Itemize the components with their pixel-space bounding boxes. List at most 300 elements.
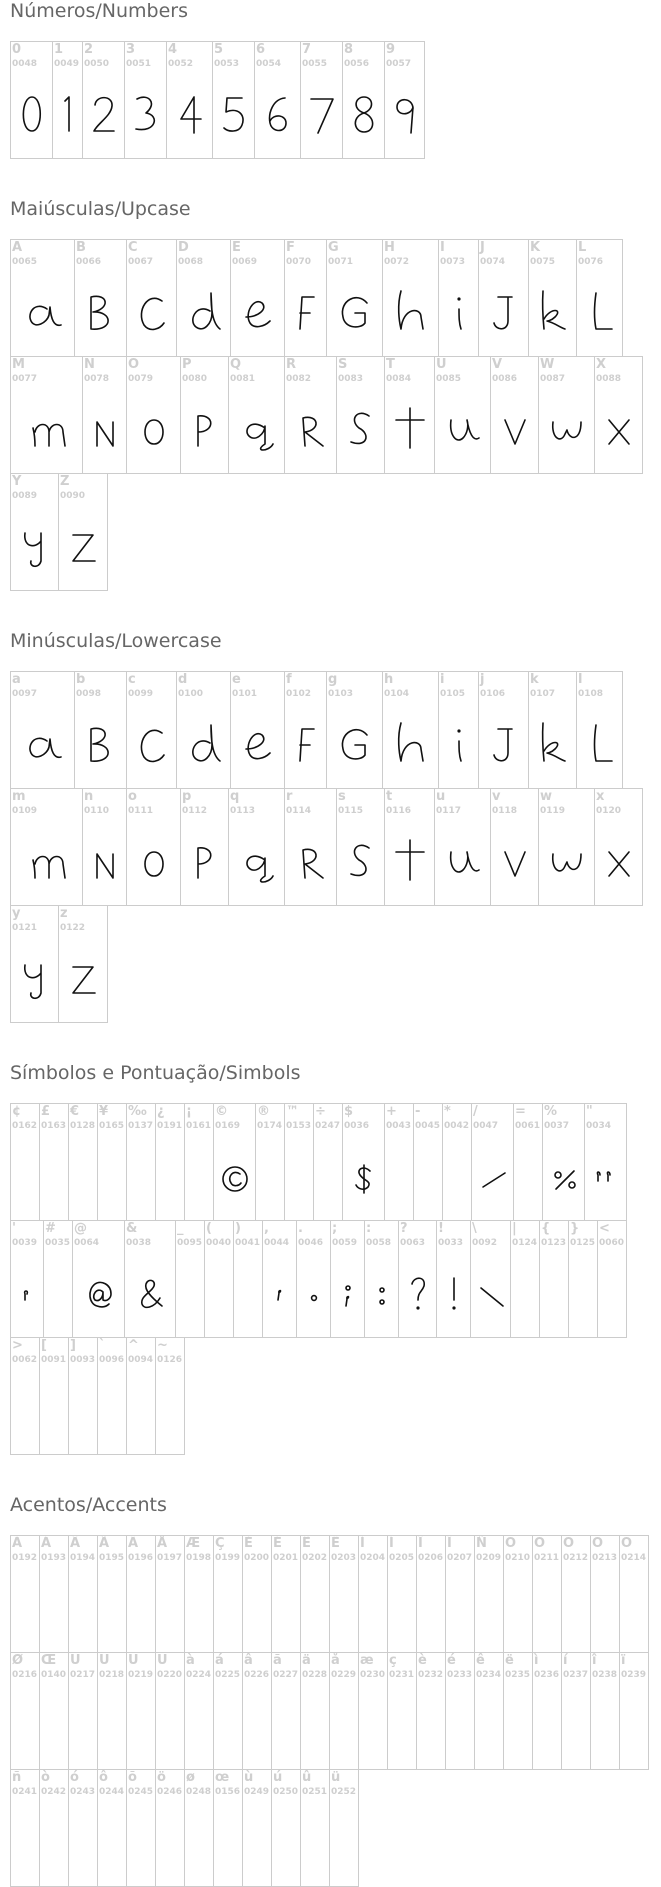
glyph-sample bbox=[75, 284, 126, 340]
glyph-code: 0239 bbox=[621, 1670, 647, 1680]
glyph-code: 0096 bbox=[99, 1355, 125, 1365]
glyph-label: ¡ bbox=[186, 1104, 192, 1119]
glyph-code: 0105 bbox=[440, 689, 466, 699]
glyph-code: 0075 bbox=[530, 257, 556, 267]
glyph-code: 0110 bbox=[84, 806, 110, 816]
glyph-sample bbox=[437, 1265, 470, 1321]
glyph-cell bbox=[10, 356, 83, 474]
glyph-code: 0102 bbox=[286, 689, 312, 699]
glyph-label: ã bbox=[273, 1653, 282, 1668]
glyph-label: S bbox=[338, 357, 348, 372]
glyph-code: 0119 bbox=[540, 806, 566, 816]
glyph-sample bbox=[75, 716, 126, 772]
glyph-sample bbox=[69, 1814, 97, 1870]
glyph-sample bbox=[11, 86, 52, 142]
glyph-label: ® bbox=[257, 1104, 270, 1119]
glyph-label: X bbox=[596, 357, 607, 372]
glyph-code: 0098 bbox=[76, 689, 102, 699]
glyph-cell bbox=[382, 671, 439, 789]
glyph-code: 0044 bbox=[264, 1238, 290, 1248]
glyph-label: á bbox=[215, 1653, 224, 1668]
glyph-sample bbox=[539, 401, 594, 457]
glyph-label: { bbox=[541, 1221, 551, 1236]
glyph-label: Á bbox=[41, 1536, 52, 1551]
glyph-cell bbox=[561, 1652, 591, 1770]
glyph-label: Y bbox=[12, 474, 22, 489]
glyph-code: 0197 bbox=[157, 1553, 183, 1563]
glyph-label: i bbox=[440, 672, 445, 687]
glyph-label: o bbox=[128, 789, 137, 804]
glyph-code: 0199 bbox=[215, 1553, 241, 1563]
glyph-sample bbox=[439, 284, 478, 340]
glyph-label: u bbox=[436, 789, 446, 804]
glyph-cell bbox=[72, 1220, 125, 1338]
glyph-cell bbox=[539, 1220, 569, 1338]
glyph-code: 0206 bbox=[418, 1553, 444, 1563]
glyph-code: 0196 bbox=[128, 1553, 154, 1563]
glyph-label: p bbox=[182, 789, 192, 804]
glyph-code: 0210 bbox=[505, 1553, 531, 1563]
glyph-code: 0056 bbox=[344, 59, 370, 69]
glyph-label: Ü bbox=[157, 1653, 168, 1668]
glyph-cell bbox=[126, 1769, 156, 1887]
glyph-sample bbox=[40, 1148, 68, 1204]
glyph-label: + bbox=[386, 1104, 397, 1119]
glyph-code: 0114 bbox=[286, 806, 312, 816]
glyph-label: 3 bbox=[126, 42, 136, 57]
glyph-code: 0236 bbox=[534, 1670, 560, 1680]
glyph-code: 0116 bbox=[386, 806, 412, 816]
glyph-code: 0071 bbox=[328, 257, 354, 267]
glyph-cell bbox=[184, 1535, 214, 1653]
glyph-label: ë bbox=[505, 1653, 514, 1668]
glyph-cell bbox=[10, 1337, 40, 1455]
glyph-sample bbox=[11, 1697, 39, 1753]
glyph-sample bbox=[569, 1265, 597, 1321]
glyph-code: 0097 bbox=[12, 689, 38, 699]
glyph-sample bbox=[11, 1265, 43, 1321]
glyph-label: ø bbox=[186, 1770, 195, 1785]
glyph-label: 7 bbox=[302, 42, 312, 57]
glyph-code: 0088 bbox=[596, 374, 622, 384]
glyph-label: ù bbox=[244, 1770, 254, 1785]
glyph-code: 0225 bbox=[215, 1670, 241, 1680]
glyph-label: ÷ bbox=[315, 1104, 326, 1119]
glyph-cell bbox=[313, 1103, 343, 1221]
glyph-cell bbox=[184, 1103, 214, 1221]
glyph-sample bbox=[285, 1148, 313, 1204]
glyph-sample bbox=[285, 401, 336, 457]
glyph-sample bbox=[83, 401, 126, 457]
glyph-cell bbox=[126, 1535, 156, 1653]
glyph-sample bbox=[529, 716, 576, 772]
glyph-sample bbox=[205, 1265, 233, 1321]
glyph-code: 0238 bbox=[592, 1670, 618, 1680]
glyph-label: H bbox=[384, 240, 395, 255]
glyph-code: 0053 bbox=[214, 59, 240, 69]
glyph-sample bbox=[127, 716, 176, 772]
glyph-sample bbox=[301, 1580, 329, 1636]
glyph-label: À bbox=[12, 1536, 23, 1551]
glyph-cell bbox=[416, 1652, 446, 1770]
glyph-code: 0036 bbox=[344, 1121, 370, 1131]
glyph-cell bbox=[10, 1220, 44, 1338]
glyph-code: 0057 bbox=[386, 59, 412, 69]
glyph-code: 0201 bbox=[273, 1553, 299, 1563]
glyph-sample bbox=[359, 1580, 387, 1636]
glyph-code: 0122 bbox=[60, 923, 86, 933]
glyph-cell bbox=[242, 1535, 272, 1653]
glyph-code: 0169 bbox=[215, 1121, 241, 1131]
glyph-cell bbox=[300, 1652, 330, 1770]
glyph-cell bbox=[532, 1535, 562, 1653]
glyph-label: ô bbox=[99, 1770, 108, 1785]
glyph-cell bbox=[329, 1652, 359, 1770]
glyph-code: 0231 bbox=[389, 1670, 415, 1680]
glyph-code: 0192 bbox=[12, 1553, 38, 1563]
glyph-sample bbox=[472, 1148, 513, 1204]
glyph-cell bbox=[68, 1652, 98, 1770]
glyph-cell bbox=[342, 1103, 385, 1221]
glyph-sample bbox=[11, 401, 82, 457]
glyph-label: Ã bbox=[99, 1536, 110, 1551]
glyph-sample bbox=[491, 833, 538, 889]
glyph-sample bbox=[562, 1697, 590, 1753]
glyph-code: 0195 bbox=[99, 1553, 125, 1563]
glyph-code: 0117 bbox=[436, 806, 462, 816]
glyph-sample bbox=[577, 284, 622, 340]
glyph-label: z bbox=[60, 906, 68, 921]
glyph-code: 0094 bbox=[128, 1355, 154, 1365]
glyph-sample bbox=[156, 1814, 184, 1870]
section-title-symbols: Símbolos e Pontuação/Simbols bbox=[10, 1062, 301, 1084]
glyph-cell bbox=[619, 1535, 649, 1653]
glyph-code: 0087 bbox=[540, 374, 566, 384]
glyph-sample bbox=[297, 1265, 330, 1321]
glyph-label: d bbox=[178, 672, 188, 687]
glyph-code: 0200 bbox=[244, 1553, 270, 1563]
glyph-code: 0198 bbox=[186, 1553, 212, 1563]
glyph-code: 0081 bbox=[230, 374, 256, 384]
glyph-label: & bbox=[126, 1221, 138, 1236]
glyph-label: Ö bbox=[621, 1536, 633, 1551]
glyph-code: 0214 bbox=[621, 1553, 647, 1563]
glyph-code: 0217 bbox=[70, 1670, 96, 1680]
glyph-label: : bbox=[366, 1221, 372, 1236]
glyph-cell bbox=[284, 1103, 314, 1221]
glyph-label: / bbox=[473, 1104, 478, 1119]
glyph-sample bbox=[185, 1814, 213, 1870]
glyph-sample bbox=[543, 1148, 584, 1204]
glyph-code: 0202 bbox=[302, 1553, 328, 1563]
glyph-code: 0101 bbox=[232, 689, 258, 699]
glyph-cell bbox=[126, 788, 181, 906]
glyph-code: 0213 bbox=[592, 1553, 618, 1563]
glyph-label: ï bbox=[621, 1653, 626, 1668]
glyph-code: 0124 bbox=[512, 1238, 538, 1248]
glyph-code: 0045 bbox=[415, 1121, 441, 1131]
glyph-cell bbox=[384, 356, 435, 474]
glyph-label: a bbox=[12, 672, 21, 687]
glyph-code: 0107 bbox=[530, 689, 556, 699]
glyph-cell bbox=[68, 1769, 98, 1887]
glyph-code: 0064 bbox=[74, 1238, 100, 1248]
glyph-label: . bbox=[298, 1221, 303, 1236]
glyph-sample bbox=[365, 1265, 398, 1321]
glyph-code: 0250 bbox=[273, 1787, 299, 1797]
glyph-sample bbox=[127, 1580, 155, 1636]
glyph-label: x bbox=[596, 789, 605, 804]
glyph-code: 0108 bbox=[578, 689, 604, 699]
glyph-code: 0070 bbox=[286, 257, 312, 267]
glyph-label: ñ bbox=[12, 1770, 22, 1785]
glyph-sample bbox=[256, 1148, 284, 1204]
glyph-label: í bbox=[563, 1653, 568, 1668]
glyph-cell bbox=[10, 1103, 40, 1221]
glyph-label: C bbox=[128, 240, 138, 255]
glyph-cell bbox=[271, 1535, 301, 1653]
glyph-label: * bbox=[444, 1104, 451, 1119]
glyph-code: 0120 bbox=[596, 806, 622, 816]
glyph-label: F bbox=[286, 240, 295, 255]
glyph-cell bbox=[39, 1652, 69, 1770]
glyph-label: [ bbox=[41, 1338, 47, 1353]
glyph-cell bbox=[212, 41, 255, 159]
glyph-cell bbox=[326, 239, 383, 357]
glyph-cell bbox=[233, 1220, 263, 1338]
glyph-sample bbox=[533, 1697, 561, 1753]
glyph-label: î bbox=[592, 1653, 597, 1668]
glyph-code: 0060 bbox=[599, 1238, 625, 1248]
glyph-sample bbox=[127, 401, 180, 457]
glyph-code: 0048 bbox=[12, 59, 38, 69]
glyph-sample bbox=[229, 833, 284, 889]
glyph-sample bbox=[127, 1697, 155, 1753]
glyph-sample bbox=[504, 1697, 532, 1753]
glyph-label: Ò bbox=[505, 1536, 517, 1551]
glyph-sample bbox=[385, 86, 424, 142]
glyph-code: 0077 bbox=[12, 374, 38, 384]
glyph-sample bbox=[231, 284, 284, 340]
glyph-code: 0069 bbox=[232, 257, 258, 267]
glyph-sample bbox=[125, 1265, 175, 1321]
glyph-label: A bbox=[12, 240, 23, 255]
glyph-sample bbox=[11, 716, 74, 772]
glyph-cell bbox=[124, 41, 167, 159]
glyph-sample bbox=[435, 401, 490, 457]
glyph-label: \ bbox=[472, 1221, 477, 1236]
glyph-sample bbox=[40, 1580, 68, 1636]
glyph-cell bbox=[510, 1220, 540, 1338]
glyph-label: 6 bbox=[256, 42, 266, 57]
glyph-sample bbox=[620, 1697, 648, 1753]
glyph-cell bbox=[43, 1220, 73, 1338]
glyph-cell bbox=[503, 1535, 533, 1653]
glyph-code: 0061 bbox=[515, 1121, 541, 1131]
glyph-label: Í bbox=[389, 1536, 394, 1551]
glyph-sample bbox=[301, 86, 342, 142]
glyph-sample bbox=[181, 833, 228, 889]
glyph-code: 0084 bbox=[386, 374, 412, 384]
glyph-label: ‰ bbox=[128, 1104, 147, 1119]
glyph-cell bbox=[284, 239, 327, 357]
glyph-code: 0062 bbox=[12, 1355, 38, 1365]
glyph-cell bbox=[97, 1652, 127, 1770]
glyph-code: 0212 bbox=[563, 1553, 589, 1563]
glyph-sample bbox=[176, 1265, 204, 1321]
glyph-label: ~ bbox=[157, 1338, 168, 1353]
glyph-cell bbox=[126, 1103, 156, 1221]
glyph-cell bbox=[155, 1103, 185, 1221]
glyph-sample bbox=[314, 1148, 342, 1204]
glyph-cell bbox=[228, 356, 285, 474]
glyph-cell bbox=[576, 239, 623, 357]
glyph-label: ¿ bbox=[157, 1104, 165, 1119]
glyph-cell bbox=[296, 1220, 331, 1338]
glyph-cell bbox=[255, 1103, 285, 1221]
glyph-sample bbox=[388, 1697, 416, 1753]
glyph-sample bbox=[181, 401, 228, 457]
glyph-code: 0234 bbox=[476, 1670, 502, 1680]
glyph-sample bbox=[514, 1148, 542, 1204]
glyph-label: ö bbox=[157, 1770, 166, 1785]
glyph-sample bbox=[399, 1265, 436, 1321]
glyph-code: 0058 bbox=[366, 1238, 392, 1248]
glyph-code: 0251 bbox=[302, 1787, 328, 1797]
glyph-code: 0068 bbox=[178, 257, 204, 267]
glyph-code: 0035 bbox=[45, 1238, 71, 1248]
glyph-sample bbox=[243, 1814, 271, 1870]
glyph-code: 0049 bbox=[54, 59, 80, 69]
glyph-label: Õ bbox=[592, 1536, 604, 1551]
glyph-code: 0128 bbox=[70, 1121, 96, 1131]
glyph-code: 0051 bbox=[126, 59, 152, 69]
glyph-cell bbox=[213, 1652, 243, 1770]
glyph-cell bbox=[442, 1103, 472, 1221]
glyph-label: œ bbox=[215, 1770, 230, 1785]
glyph-label: j bbox=[480, 672, 485, 687]
glyph-label: = bbox=[515, 1104, 526, 1119]
glyph-code: 0043 bbox=[386, 1121, 412, 1131]
glyph-code: 0219 bbox=[128, 1670, 154, 1680]
glyph-code: 0125 bbox=[570, 1238, 596, 1248]
glyph-code: 0156 bbox=[215, 1787, 241, 1797]
glyph-label: Ç bbox=[215, 1536, 225, 1551]
glyph-label: ] bbox=[70, 1338, 76, 1353]
glyph-code: 0093 bbox=[70, 1355, 96, 1365]
glyph-cell bbox=[68, 1535, 98, 1653]
glyph-cell bbox=[413, 1103, 443, 1221]
glyph-cell bbox=[39, 1103, 69, 1221]
glyph-sample bbox=[98, 1580, 126, 1636]
glyph-cell bbox=[387, 1535, 417, 1653]
glyph-code: 0242 bbox=[41, 1787, 67, 1797]
glyph-label: £ bbox=[41, 1104, 51, 1119]
glyph-code: 0099 bbox=[128, 689, 154, 699]
glyph-sample bbox=[59, 518, 107, 574]
glyph-sample bbox=[11, 950, 58, 1006]
glyph-label: ê bbox=[476, 1653, 485, 1668]
glyph-label: Ì bbox=[360, 1536, 365, 1551]
glyph-sample bbox=[214, 1697, 242, 1753]
glyph-cell bbox=[180, 356, 229, 474]
glyph-sample bbox=[98, 1697, 126, 1753]
glyph-cell bbox=[10, 239, 75, 357]
glyph-cell bbox=[58, 905, 108, 1023]
glyph-label: É bbox=[273, 1536, 282, 1551]
glyph-cell bbox=[336, 788, 385, 906]
glyph-label: l bbox=[578, 672, 583, 687]
glyph-label: V bbox=[492, 357, 503, 372]
glyph-sample bbox=[40, 1697, 68, 1753]
glyph-label: Ë bbox=[331, 1536, 340, 1551]
glyph-sample bbox=[59, 950, 107, 1006]
glyph-sample bbox=[83, 833, 126, 889]
glyph-code: 0054 bbox=[256, 59, 282, 69]
glyph-code: 0047 bbox=[473, 1121, 499, 1131]
glyph-code: 0086 bbox=[492, 374, 518, 384]
glyph-sample bbox=[383, 716, 438, 772]
glyph-code: 0100 bbox=[178, 689, 204, 699]
glyph-code: 0162 bbox=[12, 1121, 38, 1131]
glyph-label: _ bbox=[177, 1221, 184, 1236]
glyph-label: n bbox=[84, 789, 94, 804]
glyph-cell bbox=[513, 1103, 543, 1221]
glyph-sample bbox=[263, 1265, 296, 1321]
glyph-label: m bbox=[12, 789, 26, 804]
glyph-sample bbox=[301, 1697, 329, 1753]
glyph-cell bbox=[10, 1652, 40, 1770]
glyph-sample bbox=[69, 1382, 97, 1438]
glyph-sample bbox=[337, 401, 384, 457]
glyph-sample bbox=[214, 1148, 255, 1204]
glyph-sample bbox=[44, 1265, 72, 1321]
glyph-label: q bbox=[230, 789, 240, 804]
glyph-cell bbox=[68, 1337, 98, 1455]
glyph-label: 4 bbox=[168, 42, 178, 57]
glyph-code: 0244 bbox=[99, 1787, 125, 1797]
glyph-cell bbox=[68, 1103, 98, 1221]
glyph-sample bbox=[343, 1148, 384, 1204]
glyph-cell bbox=[532, 1652, 562, 1770]
glyph-label: < bbox=[599, 1221, 610, 1236]
glyph-cell bbox=[82, 356, 127, 474]
glyph-label: Ê bbox=[302, 1536, 311, 1551]
glyph-cell bbox=[619, 1652, 649, 1770]
glyph-cell bbox=[561, 1535, 591, 1653]
glyph-label: ) bbox=[235, 1221, 241, 1236]
glyph-label: G bbox=[328, 240, 339, 255]
glyph-label: ç bbox=[389, 1653, 397, 1668]
glyph-cell bbox=[330, 1220, 365, 1338]
glyph-cell bbox=[594, 356, 643, 474]
glyph-code: 0163 bbox=[41, 1121, 67, 1131]
glyph-code: 0228 bbox=[302, 1670, 328, 1680]
glyph-sample bbox=[385, 1148, 413, 1204]
glyph-label: L bbox=[578, 240, 587, 255]
glyph-sample bbox=[214, 1580, 242, 1636]
glyph-label: ? bbox=[400, 1221, 408, 1236]
glyph-code: 0227 bbox=[273, 1670, 299, 1680]
glyph-cell bbox=[300, 1769, 330, 1887]
glyph-cell bbox=[300, 1535, 330, 1653]
glyph-label: J bbox=[480, 240, 485, 255]
glyph-sample bbox=[511, 1265, 539, 1321]
glyph-code: 0052 bbox=[168, 59, 194, 69]
glyph-sample bbox=[234, 1265, 262, 1321]
glyph-cell bbox=[300, 41, 343, 159]
glyph-cell bbox=[384, 1103, 414, 1221]
